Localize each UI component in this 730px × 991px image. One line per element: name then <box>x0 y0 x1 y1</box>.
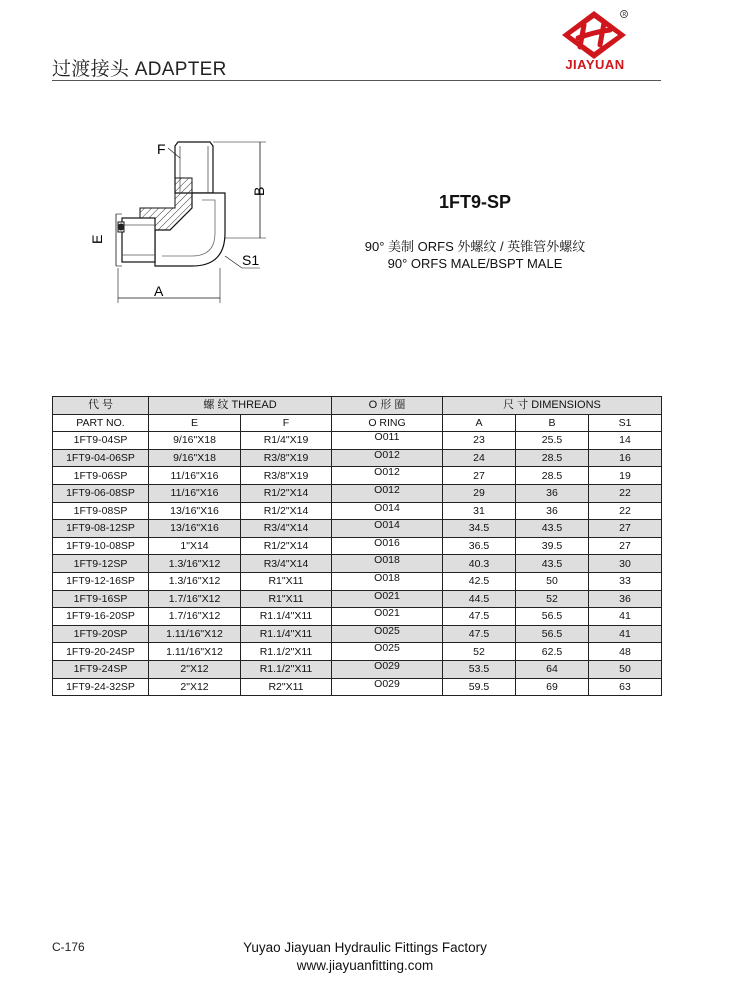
table-row <box>53 449 662 467</box>
o-ring-cell: O012 <box>332 449 443 467</box>
dim-b-cell: 28.5 <box>516 467 589 485</box>
header-oring: O 形 圈 <box>332 397 443 415</box>
o-ring-cell: O014 <box>332 502 443 520</box>
o-ring-cell: O029 <box>332 660 443 678</box>
dim-s1-cell: 63 <box>589 678 662 696</box>
o-ring-cell: O012 <box>332 484 443 502</box>
part-no-cell: 1FT9-16-20SP <box>53 608 149 626</box>
thread-e-cell: 1.7/16"X12 <box>149 608 241 626</box>
table-row <box>53 643 662 661</box>
part-no-cell: 1FT9-16SP <box>53 590 149 608</box>
thread-f-cell: R3/4"X14 <box>241 555 332 573</box>
thread-f-cell: R1"X11 <box>241 590 332 608</box>
thread-e-cell: 1.3/16"X12 <box>149 555 241 573</box>
dim-a-cell: 31 <box>443 502 516 520</box>
thread-e-cell: 13/16"X16 <box>149 502 241 520</box>
table-row <box>53 608 662 626</box>
svg-text:R: R <box>622 12 627 18</box>
dim-s1-cell: 16 <box>589 449 662 467</box>
dim-s1-cell: 41 <box>589 608 662 626</box>
product-code: 1FT9-SP <box>438 192 512 212</box>
dim-b-cell: 25.5 <box>516 432 589 450</box>
thread-e-cell: 1.3/16"X12 <box>149 572 241 590</box>
dim-a-cell: 36.5 <box>443 537 516 555</box>
column-header-f: F <box>241 414 332 432</box>
table-column-header-row <box>53 414 662 432</box>
thread-e-cell: 2"X12 <box>149 678 241 696</box>
dim-b-cell: 36 <box>516 484 589 502</box>
thread-f-cell: R1/2"X14 <box>241 537 332 555</box>
dim-a-cell: 34.5 <box>443 520 516 538</box>
part-no-cell: 1FT9-06-08SP <box>53 484 149 502</box>
o-ring-cell: O016 <box>332 537 443 555</box>
thread-f-cell: R1/4"X19 <box>241 432 332 450</box>
part-no-cell: 1FT9-12-16SP <box>53 572 149 590</box>
header-dimensions: 尺 寸 DIMENSIONS <box>443 397 662 415</box>
dim-s1-cell: 19 <box>589 467 662 485</box>
dimension-label-b: B <box>251 186 267 196</box>
thread-e-cell: 11/16"X16 <box>149 484 241 502</box>
column-header-e: E <box>149 414 241 432</box>
dim-s1-cell: 48 <box>589 643 662 661</box>
page-title: 过渡接头 ADAPTER <box>52 59 227 80</box>
dim-s1-cell: 22 <box>589 502 662 520</box>
page-number: C-176 <box>52 940 85 954</box>
dimension-label-e: E <box>89 234 105 244</box>
table-row <box>53 590 662 608</box>
table-row <box>53 484 662 502</box>
dim-b-cell: 64 <box>516 660 589 678</box>
dim-a-cell: 52 <box>443 643 516 661</box>
dim-s1-cell: 22 <box>589 484 662 502</box>
table-group-header-row <box>53 397 662 415</box>
thread-f-cell: R1.1/2"X11 <box>241 643 332 661</box>
table-row <box>53 660 662 678</box>
header-code: 代 号 <box>53 397 149 415</box>
o-ring-cell: O025 <box>332 625 443 643</box>
dimension-label-f: F <box>157 141 166 157</box>
table-row <box>53 467 662 485</box>
o-ring-cell: O011 <box>332 432 443 450</box>
column-header-s1: S1 <box>589 414 662 432</box>
part-no-cell: 1FT9-20SP <box>53 625 149 643</box>
thread-f-cell: R1.1/4"X11 <box>241 608 332 626</box>
thread-e-cell: 1.7/16"X12 <box>149 590 241 608</box>
thread-e-cell: 2"X12 <box>149 660 241 678</box>
column-header-part-no: PART NO. <box>53 414 149 432</box>
part-no-cell: 1FT9-12SP <box>53 555 149 573</box>
thread-f-cell: R1.1/4"X11 <box>241 625 332 643</box>
thread-f-cell: R1.1/2"X11 <box>241 660 332 678</box>
dim-s1-cell: 41 <box>589 625 662 643</box>
dim-a-cell: 24 <box>443 449 516 467</box>
column-header-b: B <box>516 414 589 432</box>
thread-f-cell: R1/2"X14 <box>241 502 332 520</box>
header-divider <box>52 80 661 81</box>
footer-company-name: Yuyao Jiayuan Hydraulic Fittings Factory <box>243 940 487 955</box>
dim-s1-cell: 33 <box>589 572 662 590</box>
dim-a-cell: 59.5 <box>443 678 516 696</box>
o-ring-cell: O012 <box>332 467 443 485</box>
thread-f-cell: R2"X11 <box>241 678 332 696</box>
thread-f-cell: R1/2"X14 <box>241 484 332 502</box>
o-ring-cell: O021 <box>332 590 443 608</box>
table-row <box>53 537 662 555</box>
o-ring-cell: O014 <box>332 520 443 538</box>
dim-s1-cell: 36 <box>589 590 662 608</box>
dim-a-cell: 29 <box>443 484 516 502</box>
thread-e-cell: 13/16"X16 <box>149 520 241 538</box>
o-ring-cell: O018 <box>332 572 443 590</box>
column-header-o-ring: O RING <box>332 414 443 432</box>
part-no-cell: 1FT9-04SP <box>53 432 149 450</box>
thread-f-cell: R3/8"X19 <box>241 449 332 467</box>
table-row <box>53 555 662 573</box>
dim-b-cell: 39.5 <box>516 537 589 555</box>
thread-f-cell: R3/8"X19 <box>241 467 332 485</box>
part-no-cell: 1FT9-06SP <box>53 467 149 485</box>
thread-e-cell: 9/16"X18 <box>149 449 241 467</box>
part-no-cell: 1FT9-08SP <box>53 502 149 520</box>
thread-f-cell: R3/4"X14 <box>241 520 332 538</box>
part-no-cell: 1FT9-24SP <box>53 660 149 678</box>
thread-f-cell: R1"X11 <box>241 572 332 590</box>
part-no-cell: 1FT9-08-12SP <box>53 520 149 538</box>
table-row <box>53 432 662 450</box>
table-row <box>53 572 662 590</box>
dim-a-cell: 53.5 <box>443 660 516 678</box>
brand-name: JIAYUAN <box>565 57 625 72</box>
o-ring-cell: O029 <box>332 678 443 696</box>
dim-a-cell: 47.5 <box>443 625 516 643</box>
dim-s1-cell: 30 <box>589 555 662 573</box>
dim-b-cell: 69 <box>516 678 589 696</box>
part-no-cell: 1FT9-10-08SP <box>53 537 149 555</box>
o-ring-cell: O021 <box>332 608 443 626</box>
thread-e-cell: 9/16"X18 <box>149 432 241 450</box>
dim-b-cell: 28.5 <box>516 449 589 467</box>
table-row <box>53 520 662 538</box>
dim-a-cell: 40.3 <box>443 555 516 573</box>
thread-e-cell: 11/16"X16 <box>149 467 241 485</box>
dimension-label-a: A <box>154 283 164 299</box>
column-header-a: A <box>443 414 516 432</box>
dim-s1-cell: 27 <box>589 537 662 555</box>
part-no-cell: 1FT9-04-06SP <box>53 449 149 467</box>
dim-a-cell: 42.5 <box>443 572 516 590</box>
dim-a-cell: 47.5 <box>443 608 516 626</box>
dim-b-cell: 43.5 <box>516 555 589 573</box>
dimension-label-s1: S1 <box>242 252 260 268</box>
dim-b-cell: 62.5 <box>516 643 589 661</box>
thread-e-cell: 1"X14 <box>149 537 241 555</box>
dim-b-cell: 36 <box>516 502 589 520</box>
header-thread: 螺 纹 THREAD <box>149 397 332 415</box>
thread-e-cell: 1.11/16"X12 <box>149 643 241 661</box>
fitting-technical-drawing <box>80 138 280 308</box>
dim-b-cell: 56.5 <box>516 608 589 626</box>
product-description-en: 90° ORFS MALE/BSPT MALE <box>387 256 563 271</box>
part-no-cell: 1FT9-20-24SP <box>53 643 149 661</box>
table-row <box>53 678 662 696</box>
dim-s1-cell: 50 <box>589 660 662 678</box>
dim-a-cell: 23 <box>443 432 516 450</box>
part-no-cell: 1FT9-24-32SP <box>53 678 149 696</box>
product-description-cn: 90° 美制 ORFS 外螺纹 / 英锥管外螺纹 <box>364 239 586 254</box>
specification-table-body <box>53 397 662 696</box>
o-ring-cell: O025 <box>332 643 443 661</box>
dim-a-cell: 44.5 <box>443 590 516 608</box>
o-ring-cell: O018 <box>332 555 443 573</box>
dim-b-cell: 52 <box>516 590 589 608</box>
table-row <box>53 625 662 643</box>
jiayuan-logo-icon <box>558 8 633 60</box>
dim-a-cell: 27 <box>443 467 516 485</box>
dim-b-cell: 50 <box>516 572 589 590</box>
dim-b-cell: 56.5 <box>516 625 589 643</box>
dim-b-cell: 43.5 <box>516 520 589 538</box>
footer-website: www.jiayuanfitting.com <box>296 958 434 973</box>
dim-s1-cell: 14 <box>589 432 662 450</box>
table-row <box>53 502 662 520</box>
dim-s1-cell: 27 <box>589 520 662 538</box>
specification-table <box>52 396 662 696</box>
thread-e-cell: 1.11/16"X12 <box>149 625 241 643</box>
